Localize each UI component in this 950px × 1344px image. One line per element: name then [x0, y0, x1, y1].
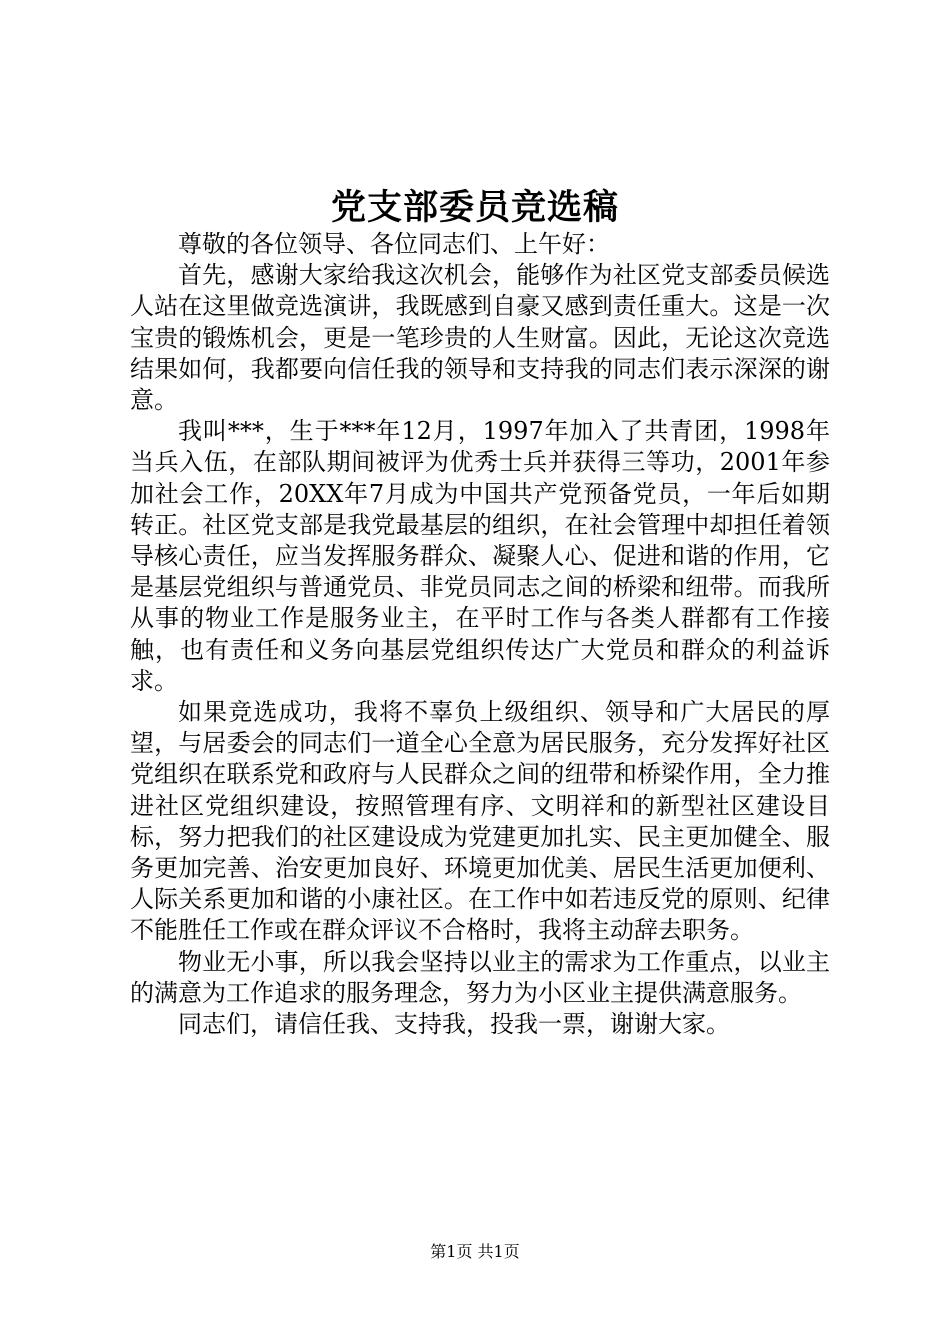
paragraph-1: 首先，感谢大家给我这次机会，能够作为社区党支部委员候选人站在这里做竞选演讲，我既感到自豪又感到责任重大。这是一次宝贵的锻炼机会，更是一笔珍贵的人生财富。因此，无论这次竞选结果如何，我都要向信任我的领导和支持我的同志们表示深深的谢意。	[130, 261, 830, 415]
paragraph-3: 如果竞选成功，我将不辜负上级组织、领导和广大居民的厚望，与居委会的同志们一道全心全意为居民服务，充分发挥好社区党组织在联系党和政府与人民群众之间的纽带和桥梁作用，全力推进社区党组织建设，按照管理有序、文明祥和的新型社区建设目标，努力把我们的社区建设成为党建更加扎实、民主更加健全、服务更加完善、治安更加良好、环境更加优美、居民生活更加便利、人际关系更加和谐的小康社区。在工作中如若违反党的原则、纪律不能胜任工作或在群众评议不合格时，我将主动辞去职务。	[130, 698, 830, 945]
page-number-footer: 第1页 共1页	[430, 1242, 520, 1261]
document-body	[130, 229, 830, 1040]
paragraph-5: 同志们，请信任我、支持我，投我一票，谢谢大家。	[178, 1010, 730, 1039]
salutation: 尊敬的各位领导、各位同志们、上午好：	[178, 230, 610, 258]
document-title: 党支部委员竞选稿	[330, 187, 619, 228]
paragraph-4: 物业无小事，所以我会坚持以业主的需求为工作重点，以业主的满意为工作追求的服务理念，努力为小区业主提供满意服务。	[130, 947, 830, 1007]
paragraph-2: 我叫***，生于***年12月，1997年加入了共青团，1998年当兵入伍，在部队期间被评为优秀士兵并获得三等功，2001年参加社会工作，20XX年7月成为中国共产党预备党员，一年后如期转正。社区党支部是我党最基层的组织，在社会管理中却担任着领导核心责任，应当发挥服务群众、凝聚人心、促进和谐的作用，它是基层党组织与普通党员、非党员同志之间的桥梁和纽带。而我所从事的物业工作是服务业主，在平时工作与各类人群都有工作接触，也有责任和义务向基层党组织传达广大党员和群众的利益诉求。	[130, 417, 830, 695]
